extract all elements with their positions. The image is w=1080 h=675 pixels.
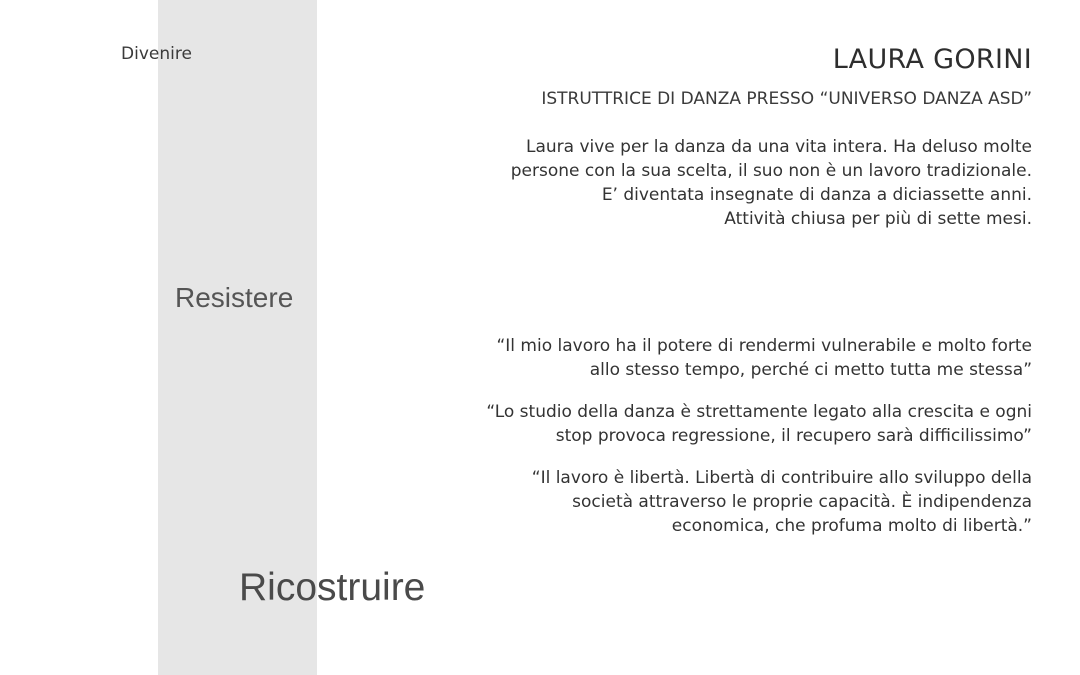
quote-line: “Lo studio della danza è strettamente legato alla crescita e ogni — [486, 402, 1032, 422]
quote-line: stop provoca regressione, il recupero sarà difficilissimo” — [555, 426, 1032, 446]
bio-line: E’ diventata insegnate di danza a diciassette anni. — [601, 185, 1032, 205]
person-role: ISTRUTTRICE DI DANZA PRESSO “UNIVERSO DANZA ASD” — [541, 89, 1032, 109]
bio-line: Laura vive per la danza da una vita intera. Ha deluso molte — [525, 137, 1032, 157]
quote-2 — [486, 400, 1032, 448]
quote-line: economica, che profuma molto di libertà.” — [671, 516, 1032, 536]
quote-line: allo stesso tempo, perché ci metto tutta me stessa” — [589, 360, 1032, 380]
quote-3 — [486, 466, 1032, 538]
bio-line: Attività chiusa per più di sette mesi. — [724, 209, 1032, 229]
bio-line: persone con la sua scelta, il suo non è un lavoro tradizionale. — [510, 161, 1032, 181]
section-label-divenire: Divenire — [121, 44, 192, 64]
quote-1 — [486, 334, 1032, 382]
quote-line: società attraverso le proprie capacità. È indipendenza — [572, 492, 1032, 512]
section-label-resistere: Resistere — [175, 282, 294, 313]
quotes-block — [486, 334, 1032, 556]
quote-line: “Il mio lavoro ha il potere di rendermi vulnerabile e molto forte — [496, 336, 1032, 356]
section-label-ricostruire: Ricostruire — [239, 566, 426, 609]
person-name: LAURA GORINI — [832, 44, 1032, 75]
bio-paragraph — [511, 135, 1032, 231]
quote-line: “Il lavoro è libertà. Libertà di contribuire allo sviluppo della — [531, 468, 1032, 488]
